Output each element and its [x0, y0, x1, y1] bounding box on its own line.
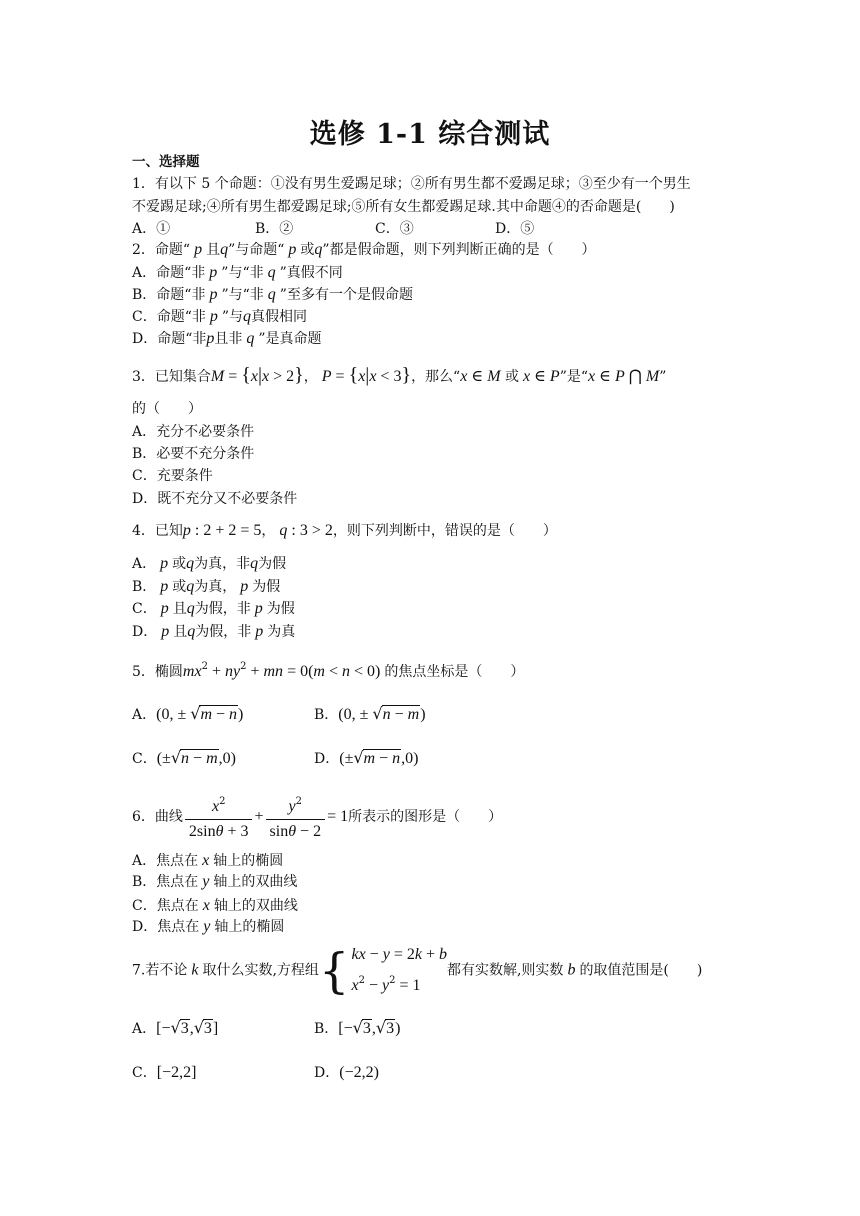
q4-option-b: B． p 或q为真， p 为假 — [132, 578, 281, 595]
q5-option-a: A．(0, ± √m − n) — [132, 704, 244, 723]
q4-option-a: A． p 或q为真，非q为假 — [132, 555, 287, 572]
q1-option-b: B．② — [255, 221, 294, 237]
q3-option-b: B．必要不充分条件 — [132, 446, 255, 462]
page-title: 选修 1-1 综合测试 — [309, 119, 551, 150]
q7-option-a: A．[−√3,√3] — [132, 1018, 219, 1037]
q5-option-c: C．(±√n − m,0) — [132, 748, 236, 767]
q1-option-a: A．① — [132, 221, 171, 237]
q6-option-c: C．焦点在 x 轴上的双曲线 — [132, 897, 298, 914]
q1-line2: 不爱踢足球;④所有男生都爱踢足球;⑤所有女生都爱踢足球.其中命题④的否命题是( ) — [132, 199, 675, 215]
q2-stem: 2．命题“ p 且q”与命题“ p 或q”都是假命题，则下列判断正确的是（ ） — [132, 241, 596, 258]
q2-option-b: B．命题“非 p ”与“非 q ”至多有一个是假命题 — [132, 286, 413, 303]
q3-stem: 3．已知集合M = {x|x > 2}， P = {x|x < 3}，那么“x ∈ M 或 x ∈ P”是“x ∈ P ⋂ M” — [132, 364, 667, 386]
q7-option-c: C．[−2,2] — [132, 1064, 197, 1081]
q7-option-d: D．(−2,2) — [314, 1064, 379, 1081]
q6-stem: 6．曲线 $\frac{x^2}{2\sin\theta + 3}$ + $\frac{y^2}{\sin\theta - 2}$ = 1所表示的图形是（ ） — [132, 792, 502, 842]
q2-option-d: D．命题“非p且非 q ”是真命题 — [132, 330, 322, 347]
q3-stem-cont: 的（ ） — [132, 401, 202, 417]
q4-option-d: D． p 且q为假，非 p 为真 — [132, 623, 296, 640]
q2-option-c: C．命题“非 p ”与q真假相同 — [132, 308, 308, 325]
q3-option-d: D．既不充分又不必要条件 — [132, 491, 298, 507]
q4-option-c: C． p 且q为假，非 p 为假 — [132, 600, 295, 617]
q5-option-b: B．(0, ± √n − m) — [314, 704, 426, 723]
q4-stem: 4．已知p : 2 + 2 = 5， q : 3 > 2，则下列判断中，错误的是（ ） — [132, 522, 557, 539]
q5-stem: 5．椭圆$mx^2 + ny^2$ + mn = 0(m < n < 0) 的焦点坐标是（ ） — [132, 661, 525, 680]
q6-fraction-1: $\frac{x^2}{2\sin\theta + 3}$ — [185, 792, 253, 842]
q7-equation-system: kx − y = 2k + b $x^2 - y^2 = 1$ — [351, 946, 447, 994]
q7-stem: 7.若不论 k 取什么实数,方程组{ kx − y = 2k + b $x^2 - y^2 = 1$ 都有实数解,则实数 b 的取值范围是( ) — [132, 942, 703, 999]
q3-option-c: C．充要条件 — [132, 468, 213, 484]
q6-option-a: A．焦点在 x 轴上的椭圆 — [132, 852, 284, 869]
q6-fraction-2: $\frac{y^2}{\sin\theta - 2}$ — [266, 792, 326, 842]
q1-option-c: C．③ — [375, 221, 414, 237]
q6-option-b: B．焦点在 y 轴上的双曲线 — [132, 873, 298, 890]
q3-option-a: A．充分不必要条件 — [132, 424, 255, 440]
section-heading: 一、选择题 — [132, 154, 200, 170]
q5-option-d: D．(±√m − n,0) — [314, 748, 419, 767]
q1-line1: 1．有以下 5 个命题：①没有男生爱踢足球；②所有男生都不爱踢足球；③至少有一个男生 — [132, 176, 691, 192]
q6-option-d: D．焦点在 y 轴上的椭圆 — [132, 918, 285, 935]
q1-option-d: D．⑤ — [495, 221, 535, 237]
q2-option-a: A．命题“非 p ”与“非 q ”真假不同 — [132, 264, 343, 281]
q7-option-b: B．[−√3,√3) — [314, 1018, 401, 1037]
